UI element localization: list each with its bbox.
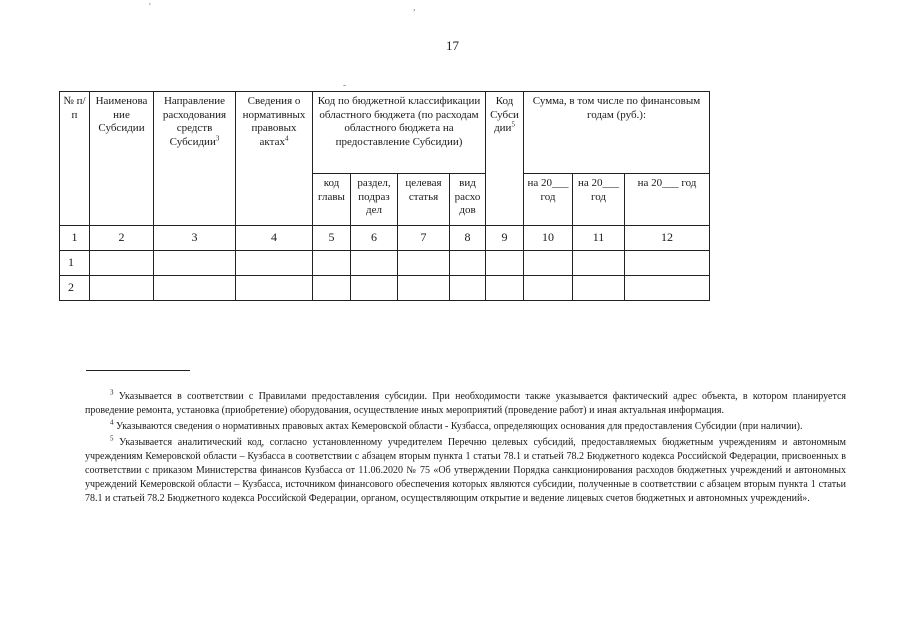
header-subsidy-code: Код Субси дии$^5$ [486, 92, 524, 226]
footnote-3 [85, 390, 846, 418]
scan-speck: - [343, 80, 347, 91]
table-cell [450, 276, 486, 301]
header-budget-classification: Код по бюджетной классификации областного бюджета (по расходам областного бюджета на предоставление Субсидии) [313, 92, 486, 174]
footnote-number: 3 [110, 388, 114, 397]
footnote-text: Указывается в соответствии с Правилами предоставления субсидии. При необходимости также указывается фактический адрес объекта, в котором планируется проведение ремонта, установка (приобретение) оборудования, осуществление иных мероприятий (проведение работ) и иная актуальная информация. [85, 391, 846, 416]
table-cell [573, 251, 625, 276]
table-cell [625, 251, 710, 276]
header-legal-acts: Сведения о нормативных правовых актах$^4$ [236, 92, 313, 226]
table-cell [398, 276, 450, 301]
header-row-number: № п/п [60, 92, 90, 226]
column-number: 2 [90, 226, 154, 251]
header-amount: Сумма, в том числе по финансовым годам (руб.): [524, 92, 710, 174]
column-number: 4 [236, 226, 313, 251]
footnotes [85, 390, 846, 508]
table-cell [90, 276, 154, 301]
footnote-4 [85, 420, 846, 434]
footnote-separator [86, 370, 190, 371]
header-year-1: на 20___ год [524, 174, 573, 226]
table-cell [236, 251, 313, 276]
column-number: 11 [573, 226, 625, 251]
column-number: 5 [313, 226, 351, 251]
page-number: 17 [446, 38, 459, 53]
table-cell [450, 251, 486, 276]
row-index: 1 [60, 251, 90, 276]
footnote-number: 5 [110, 434, 114, 443]
table-cell [154, 251, 236, 276]
header-expense-type: вид расхо дов [450, 174, 486, 226]
header-row-top [60, 92, 710, 174]
header-expense-direction: Направление расходования средств Субсидии$^3$ [154, 92, 236, 226]
column-number: 3 [154, 226, 236, 251]
table-cell [313, 276, 351, 301]
header-year-2: на 20___ год [573, 174, 625, 226]
table-cell [486, 276, 524, 301]
column-number: 9 [486, 226, 524, 251]
table-cell [524, 251, 573, 276]
table-row [60, 251, 710, 276]
table-cell [351, 251, 398, 276]
footnote-number: 4 [110, 418, 114, 427]
column-number: 12 [625, 226, 710, 251]
footnote-ref: 4 [284, 133, 289, 142]
header-target-item: целевая статья [398, 174, 450, 226]
footnote-ref: 5 [511, 120, 515, 129]
footnote-text: Указываются сведения о нормативных правовых актах Кемеровской области - Кузбасса, определяющих основания для предоставления Субсидии (при наличии). [116, 421, 803, 432]
header-section: раздел, подраз дел [351, 174, 398, 226]
column-number-row [60, 226, 710, 251]
table-cell [625, 276, 710, 301]
header-year-3: на 20___ год [625, 174, 710, 226]
footnote-text: Указывается аналитический код, согласно установленному учредителем Перечню целевых субсидий, предоставляемых бюджетным учреждениям и автономным учреждениям Кемеровской области – Кузбасса в соответствии с абзацем вторым пункта 1 статьи 78.1 и статьей 78.2 Бюджетного кодекса Российской Федерации, присвоенных в соответствии с приказом Министерства финансов Кузбасса от 11.06.2020 № 75 «Об утверждении Порядка санкционирования расходов бюджетных учреждений и автономных учреждений Кемеровской области – Кузбасса, источником финансового обеспечения которых являются субсидии, полученные в соответствии с абзацем вторым пункта 1 статьи 78.1 и статьей 78.2 Бюджетного кодекса Российской Федерации, органом, осуществляющим открытие и ведение лицевых счетов бюджетных и автономных учреждений». [85, 437, 847, 504]
header-subsidy-name: Наименова ние Субсидии [90, 92, 154, 226]
table-cell [90, 251, 154, 276]
column-number: 7 [398, 226, 450, 251]
table-row [60, 276, 710, 301]
row-index: 2 [60, 276, 90, 301]
column-number: 1 [60, 226, 90, 251]
table-cell [154, 276, 236, 301]
column-number: 8 [450, 226, 486, 251]
table-cell [573, 276, 625, 301]
subsidy-table [59, 91, 710, 301]
table-cell [236, 276, 313, 301]
scan-speck: ' [149, 2, 151, 13]
column-number: 6 [351, 226, 398, 251]
table-cell [313, 251, 351, 276]
table-cell [486, 251, 524, 276]
header-chief-code: код главы [313, 174, 351, 226]
footnote-ref: 3 [215, 133, 220, 142]
table-cell [524, 276, 573, 301]
scan-speck: , [413, 2, 416, 13]
table-cell [351, 276, 398, 301]
footnote-5 [85, 436, 846, 506]
table-cell [398, 251, 450, 276]
column-number: 10 [524, 226, 573, 251]
